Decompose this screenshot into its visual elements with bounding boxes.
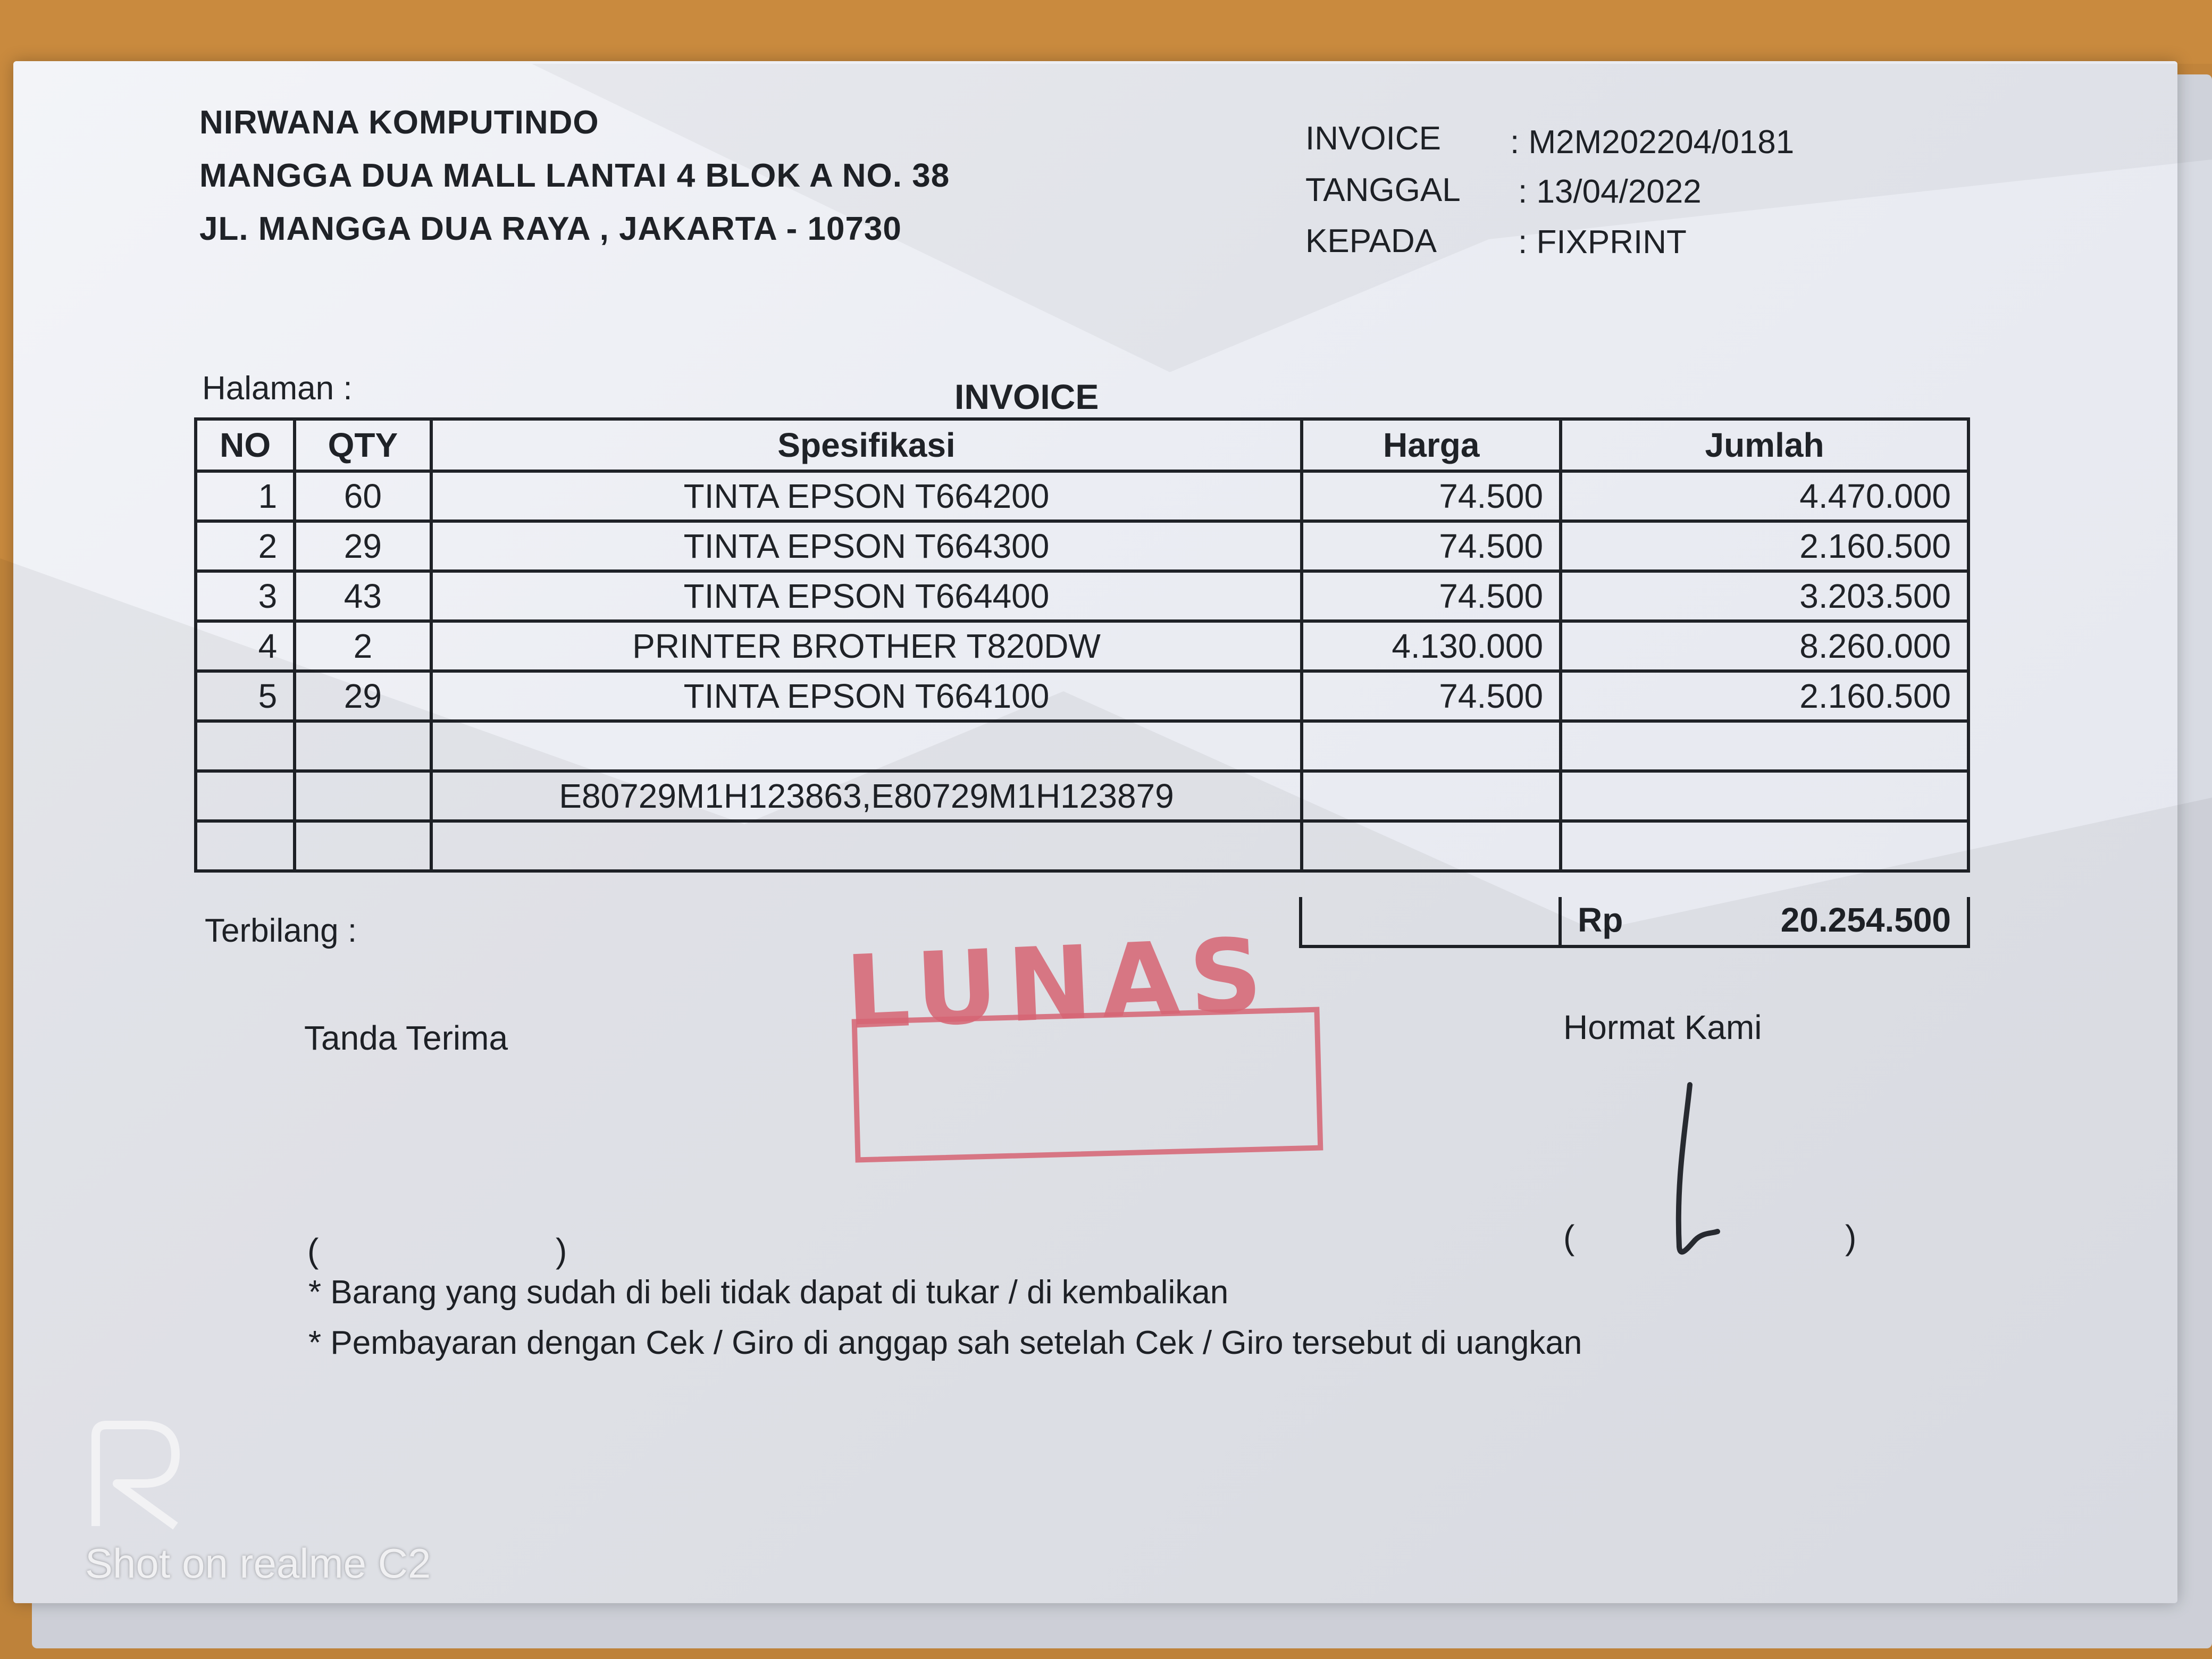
cell-no <box>196 821 295 871</box>
sender-sign-close-paren: ) <box>1845 1218 1857 1256</box>
cell-spec: TINTA EPSON T664200 <box>431 471 1302 521</box>
cell-price: 74.500 <box>1302 571 1561 621</box>
cell-qty <box>295 821 431 871</box>
cell-total: 2.160.500 <box>1561 671 1968 721</box>
header-no: NO <box>196 419 295 471</box>
cell-total: 2.160.500 <box>1561 521 1968 571</box>
recipient-value: : FIXPRINT <box>1518 224 1687 261</box>
note-cheque-payment: * Pembayaran dengan Cek / Giro di anggap sah setelah Cek / Giro tersebut di uangkan <box>308 1325 1582 1361</box>
cell-spec: TINTA EPSON T664100 <box>431 671 1302 721</box>
cell-price <box>1302 721 1561 771</box>
grand-total-spacer <box>1302 897 1562 945</box>
date-value: : 13/04/2022 <box>1518 173 1702 210</box>
header-total: Jumlah <box>1561 419 1968 471</box>
cell-price: 74.500 <box>1302 471 1561 521</box>
table-row <box>196 821 1968 871</box>
grand-total-box <box>1299 897 1970 948</box>
cell-qty: 29 <box>295 671 431 721</box>
cell-qty: 43 <box>295 571 431 621</box>
table-row <box>196 671 1968 721</box>
sender-sign-open-paren: ( <box>1563 1218 1575 1256</box>
cell-spec <box>431 721 1302 771</box>
company-address-line2: JL. MANGGA DUA RAYA , JAKARTA - 10730 <box>199 211 902 247</box>
cell-qty: 29 <box>295 521 431 571</box>
grand-total-currency: Rp <box>1578 901 1623 939</box>
receiver-label: Tanda Terima <box>304 1019 508 1057</box>
cell-no: 3 <box>196 571 295 621</box>
cell-qty <box>295 721 431 771</box>
cell-total: 3.203.500 <box>1561 571 1968 621</box>
camera-watermark-text: Shot on realme C2 <box>85 1540 431 1587</box>
cell-spec <box>431 821 1302 871</box>
table-row <box>196 621 1968 671</box>
cell-price <box>1302 821 1561 871</box>
cell-total: 4.470.000 <box>1561 471 1968 521</box>
date-label: TANGGAL <box>1305 172 1461 208</box>
cell-no: 1 <box>196 471 295 521</box>
cell-qty: 60 <box>295 471 431 521</box>
invoice-items-table <box>194 417 1970 873</box>
cell-no: 2 <box>196 521 295 571</box>
table-row <box>196 721 1968 771</box>
cell-total <box>1561 721 1968 771</box>
paid-stamp-text: LUNAS <box>843 916 1274 1052</box>
cell-total: 8.260.000 <box>1561 621 1968 671</box>
receiver-sign-close-paren: ) <box>556 1231 567 1270</box>
recipient-label: KEPADA <box>1305 223 1437 259</box>
company-address-line1: MANGGA DUA MALL LANTAI 4 BLOK A NO. 38 <box>199 157 950 194</box>
table-row <box>196 771 1968 821</box>
company-name: NIRWANA KOMPUTINDO <box>199 104 599 141</box>
cell-no: 5 <box>196 671 295 721</box>
table-row <box>196 521 1968 571</box>
invoice-number-value: : M2M202204/0181 <box>1510 124 1795 161</box>
cell-price <box>1302 771 1561 821</box>
table-row <box>196 571 1968 621</box>
cell-no <box>196 771 295 821</box>
cell-qty: 2 <box>295 621 431 671</box>
cell-spec-serials: E80729M1H123863,E80729M1H123879 <box>431 771 1302 821</box>
invoice-number-label: INVOICE <box>1305 120 1441 157</box>
grand-total-amount: 20.254.500 <box>1780 901 1951 939</box>
cell-price: 4.130.000 <box>1302 621 1561 671</box>
header-price: Harga <box>1302 419 1561 471</box>
cell-no: 4 <box>196 621 295 671</box>
receiver-sign-open-paren: ( <box>307 1231 319 1270</box>
cell-price: 74.500 <box>1302 521 1561 571</box>
header-qty: QTY <box>295 419 431 471</box>
terbilang-label: Terbilang : <box>205 912 357 949</box>
cell-spec: PRINTER BROTHER T820DW <box>431 621 1302 671</box>
table-row <box>196 471 1968 521</box>
handwritten-signature <box>1664 1074 1771 1266</box>
header-spec: Spesifikasi <box>431 419 1302 471</box>
cell-spec: TINTA EPSON T664400 <box>431 571 1302 621</box>
cell-qty <box>295 771 431 821</box>
paid-stamp-box <box>852 1007 1323 1163</box>
page-label: Halaman : <box>202 370 353 407</box>
sender-label: Hormat Kami <box>1563 1008 1762 1046</box>
note-no-return: * Barang yang sudah di beli tidak dapat di tukar / di kembalikan <box>308 1274 1229 1311</box>
cell-no <box>196 721 295 771</box>
table-header-row <box>196 419 1968 471</box>
cell-spec: TINTA EPSON T664300 <box>431 521 1302 571</box>
cell-total <box>1561 771 1968 821</box>
document-title: INVOICE <box>954 377 1099 416</box>
cell-price: 74.500 <box>1302 671 1561 721</box>
cell-total <box>1561 821 1968 871</box>
realme-logo-icon <box>85 1420 191 1531</box>
